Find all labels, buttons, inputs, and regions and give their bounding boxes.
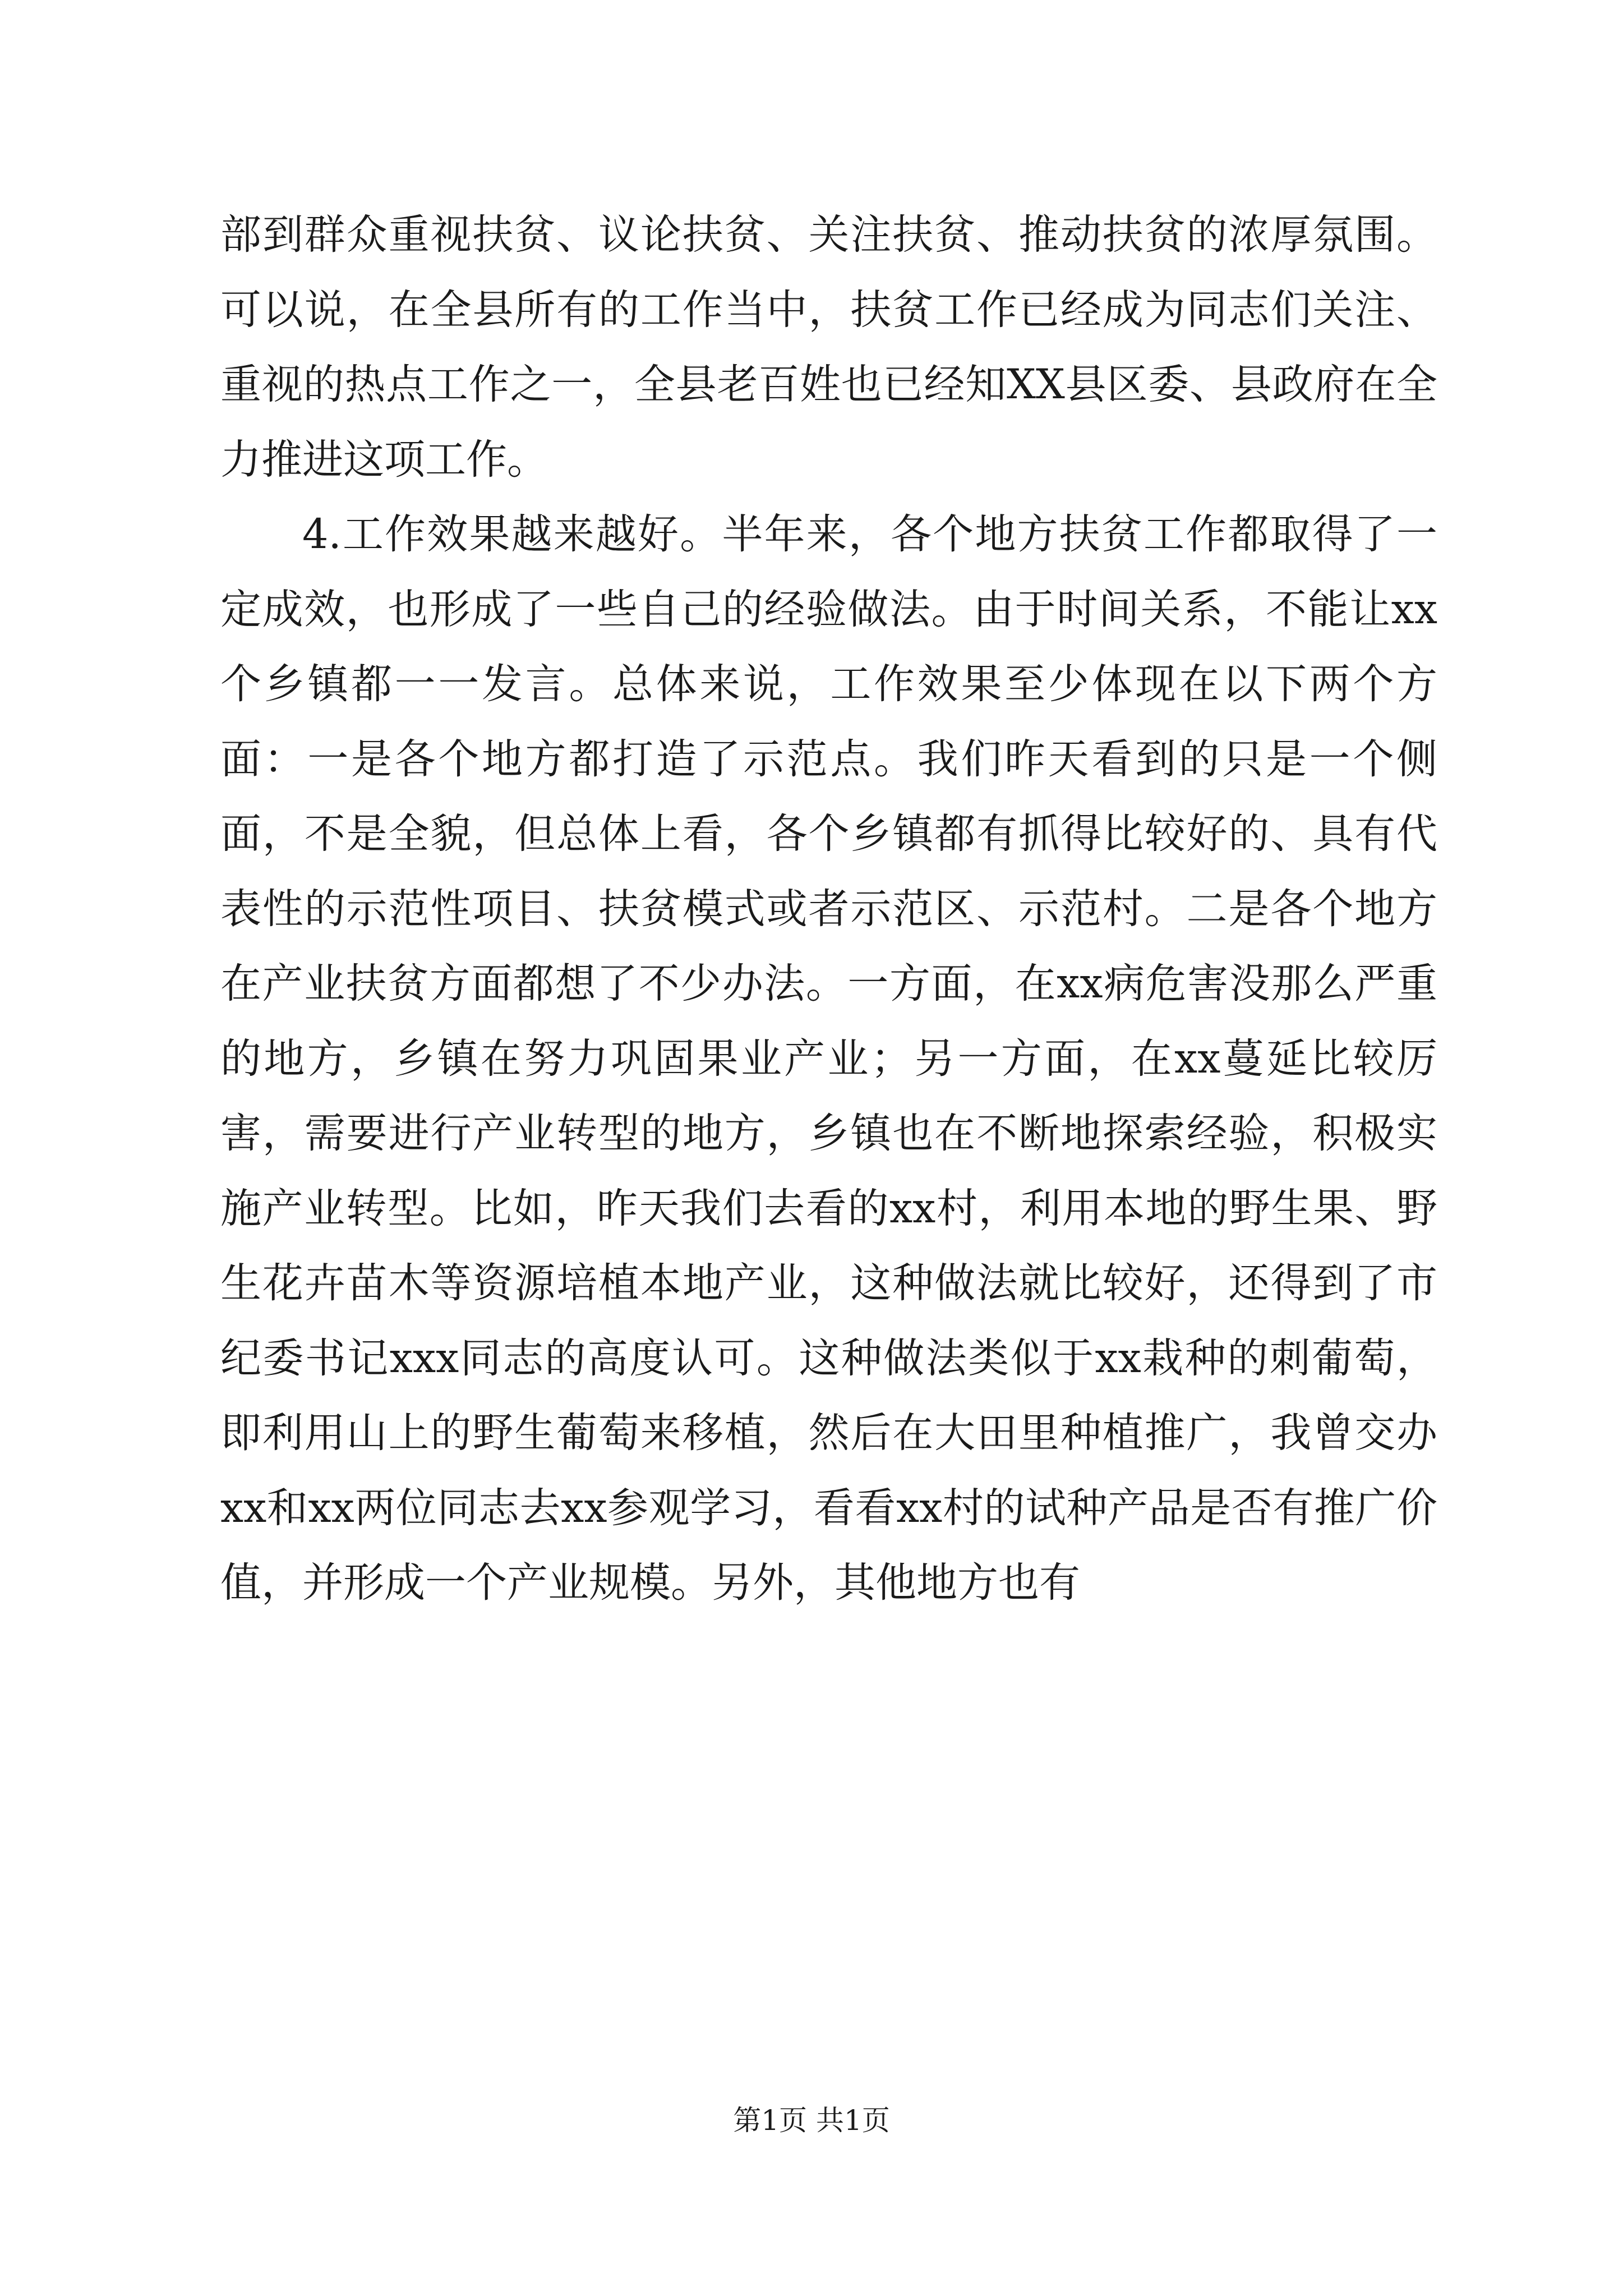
paragraph-1: 部到群众重视扶贫、议论扶贫、关注扶贫、推动扶贫的浓厚氛围。可以说，在全县所有的工作当中，扶贫工作已经成为同志们关注、重视的热点工作之一，全县老百姓也已经知XX县区委、县政府在全力推进这项工作。: [220, 211, 1437, 484]
page-footer: 第1页 共1页: [733, 2104, 890, 2137]
paragraph-2: 4.工作效果越来越好。半年来，各个地方扶贫工作都取得了一定成效，也形成了一些自己的经验做法。由于时间关系，不能让xx个乡镇都一一发言。总体来说，工作效果至少体现在以下两个方面：一是各个地方都打造了示范点。我们昨天看到的只是一个侧面，不是全貌，但总体上看，各个乡镇都有抓得比较好的、具有代表性的示范性项目、扶贫模式或者示范区、示范村。二是各个地方在产业扶贫方面都想了不少办法。一方面，在xx病危害没那么严重的地方，乡镇在努力巩固果业产业；另一方面，在xx蔓延比较厉害，需要进行产业转型的地方，乡镇也在不断地探索经验，积极实施产业转型。比如，昨天我们去看的xx村，利用本地的野生果、野生花卉苗木等资源培植本地产业，这种做法就比较好，还得到了市纪委书记xxx同志的高度认可。这种做法类似于xx栽种的刺葡萄，即利用山上的野生葡萄来移植，然后在大田里种植推广，我曾交办xx和xx两位同志去xx参观学习，看看xx村的试种产品是否有推广价值，并形成一个产业规模。另外，其他地方也有: [220, 510, 1437, 1607]
document-body: [220, 197, 1437, 1621]
